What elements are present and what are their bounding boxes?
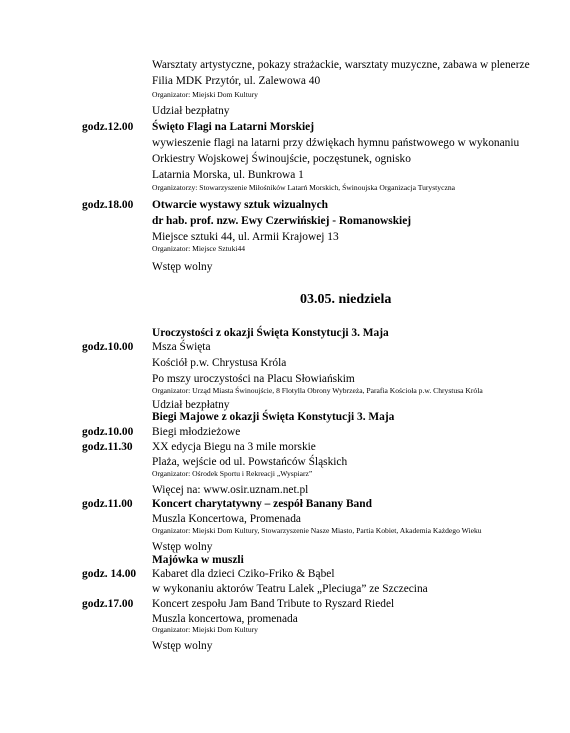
event-time: godz. 14.00 (82, 568, 137, 580)
event-title: Majówka w muszli (152, 554, 244, 566)
event-venue: Kościół p.w. Chrystusa Króla (152, 357, 287, 369)
event-time: godz.10.00 (82, 341, 134, 353)
event-description: Kabaret dla dzieci Cziko-Friko & Bąbel (152, 568, 335, 580)
event-description: Orkiestry Wojskowej Świnoujście, poczęstunek, ognisko (152, 153, 411, 165)
event-title: Biegi Majowe z okazji Święta Konstytucji 3. Maja (152, 411, 395, 423)
event-venue: Muszla Koncertowa, Promenada (152, 513, 301, 525)
event-time: godz.11.30 (82, 441, 133, 453)
event-description: Biegi młodzieżowe (152, 426, 241, 438)
event-description: Po mszy uroczystości na Placu Słowiańskim (152, 373, 355, 385)
event-title: Uroczystości z okazji Święta Konstytucji 3. Maja (152, 327, 389, 339)
event-admission: Udział bezpłatny (152, 105, 230, 117)
event-description: Msza Święta (152, 341, 211, 353)
event-admission: Wstęp wolny (152, 261, 213, 273)
event-organizer: Organizator: Miejski Dom Kultury (152, 90, 258, 99)
event-organizer: Organizator: Miejsce Sztuki44 (152, 244, 246, 253)
event-description: Warsztaty artystyczne, pokazy strażackie, warsztaty muzyczne, zabawa w plenerze (152, 59, 530, 71)
event-organizer: Organizatorzy: Stowarzyszenie Miłośników Latarń Morskich, Świnoujska Organizacja Turystyczna (152, 183, 455, 192)
event-venue: Plaża, wejście od ul. Powstańców Śląskich (152, 456, 348, 468)
event-organizer: Organizator: Ośrodek Sportu i Rekreacji „Wyspiarz” (152, 469, 313, 478)
event-title: Koncert charytatywny – zespół Banany Band (152, 498, 372, 510)
event-venue: Muszla koncertowa, promenada (152, 613, 298, 625)
event-venue: Filia MDK Przytór, ul. Zalewowa 40 (152, 75, 321, 87)
event-description: Koncert zespołu Jam Band Tribute to Ryszard Riedel (152, 598, 395, 610)
event-title: dr hab. prof. nzw. Ewy Czerwińskiej - Romanowskiej (152, 215, 412, 227)
event-time: godz.10.00 (82, 426, 134, 438)
event-time: godz.18.00 (82, 199, 134, 211)
event-time: godz.12.00 (82, 121, 134, 133)
event-admission: Wstęp wolny (152, 640, 213, 652)
day-heading: 03.05. niedziela (300, 292, 392, 307)
event-venue: Latarnia Morska, ul. Bunkrowa 1 (152, 169, 304, 181)
event-website: Więcej na: www.osir.uznam.net.pl (152, 484, 309, 496)
event-venue: Miejsce sztuki 44, ul. Armii Krajowej 13 (152, 231, 339, 243)
event-description: wywieszenie flagi na latarni przy dźwiękach hymnu państwowego w wykonaniu (152, 137, 520, 149)
event-admission: Udział bezpłatny (152, 399, 230, 411)
event-organizer: Organizator: Miejski Dom Kultury (152, 625, 258, 634)
event-admission: Wstęp wolny (152, 541, 213, 553)
event-title: Święto Flagi na Latarni Morskiej (152, 121, 314, 133)
event-time: godz.11.00 (82, 498, 133, 510)
event-title: Otwarcie wystawy sztuk wizualnych (152, 199, 329, 211)
event-time: godz.17.00 (82, 598, 134, 610)
event-description: w wykonaniu aktorów Teatru Lalek „Pleciuga” ze Szczecina (152, 583, 428, 595)
event-organizer: Organizator: Urząd Miasta Świnoujście, 8 Flotylla Obrony Wybrzeża, Parafia Kościoła p.w. Chrystusa Króla (152, 386, 483, 395)
event-organizer: Organizator: Miejski Dom Kultury, Stowarzyszenie Nasze Miasto, Partia Kobiet, Akademia Każdego Wieku (152, 526, 482, 535)
event-description: XX edycja Biegu na 3 mile morskie (152, 441, 316, 453)
